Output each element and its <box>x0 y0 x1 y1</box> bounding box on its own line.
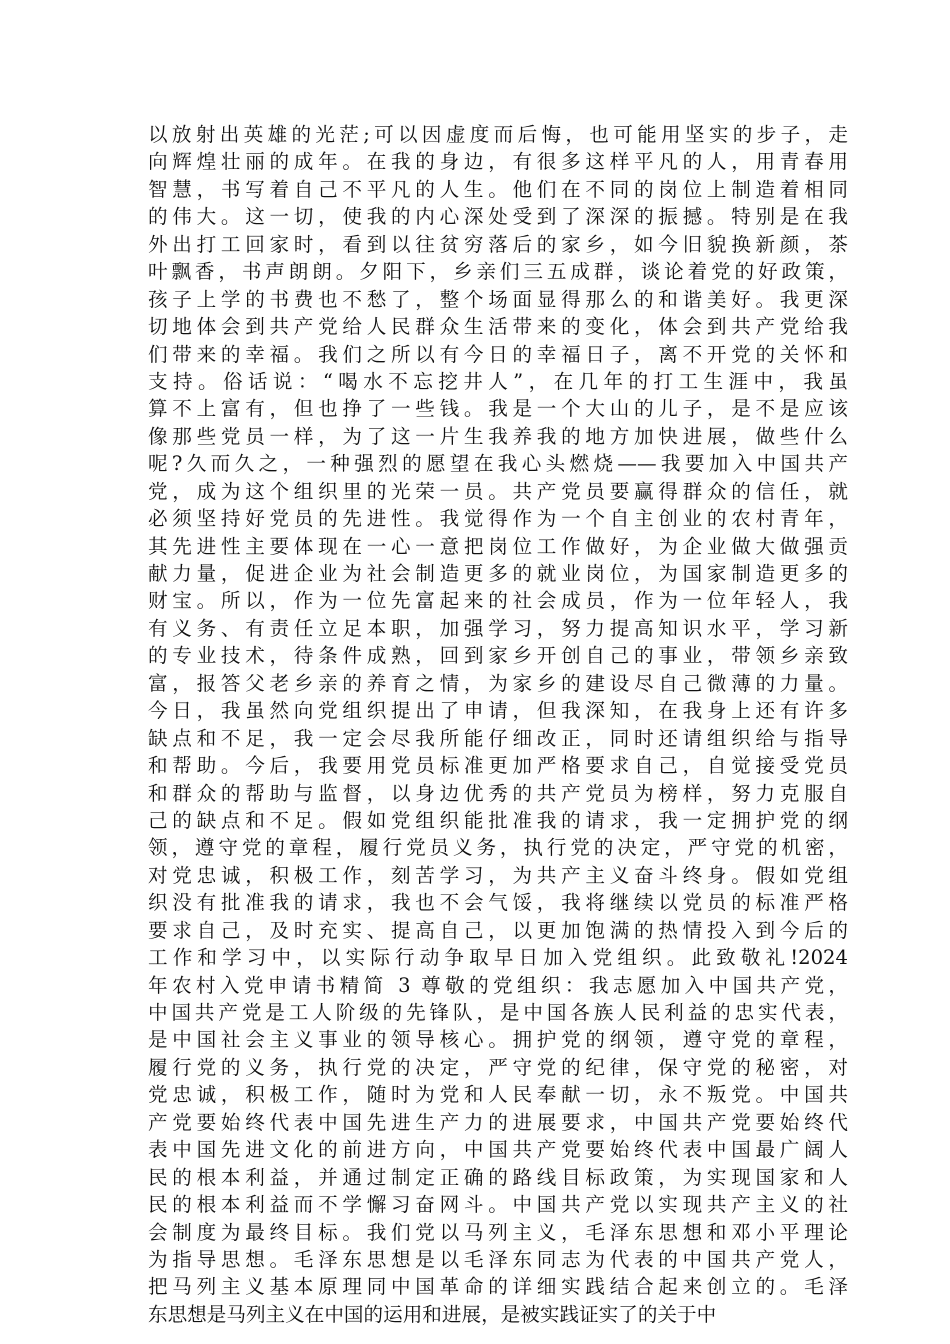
text-line: 织没有批准我的请求，我也不会气馁，我将继续以党员的标准严格 <box>148 891 848 915</box>
text-line: 年农村入党申请书精简 3 尊敬的党组织：我志愿加入中国共产党， <box>148 973 848 997</box>
text-line: 民的根本利益，并通过制定正确的路线目标政策，为实现国家和人 <box>148 1165 848 1189</box>
text-line: 领，遵守党的章程，履行党员义务，执行党的决定，严守党的机密， <box>148 836 848 860</box>
body-text <box>148 121 848 1328</box>
text-line: 党忠诚，积极工作，随时为党和人民奉献一切，永不叛党。中国共 <box>148 1083 848 1107</box>
text-line: 其先进性主要体现在一心一意把岗位工作做好，为企业做大做强贡 <box>148 534 848 558</box>
text-line: 和帮助。今后，我要用党员标准更加严格要求自己，自觉接受党员 <box>148 754 848 778</box>
text-line: 必须坚持好党员的先进性。我觉得作为一个自主创业的农村青年， <box>148 507 848 531</box>
text-line: 工作和学习中，以实际行动争取早日加入党组织。此致敬礼!2024 <box>148 946 848 970</box>
text-line: 孩子上学的书费也不愁了，整个场面显得那么的和谐美好。我更深 <box>148 287 848 311</box>
text-line: 对党忠诚，积极工作，刻苦学习，为共产主义奋斗终身。假如党组 <box>148 863 848 887</box>
text-line: 财宝。所以，作为一位先富起来的社会成员，作为一位年轻人，我 <box>148 589 848 613</box>
text-line: 智慧，书写着自己不平凡的人生。他们在不同的岗位上制造着相同 <box>148 177 848 201</box>
text-line: 富，报答父老乡亲的养育之情，为家乡的建设尽自己微薄的力量。 <box>148 671 848 695</box>
text-line: 民的根本利益而不学懈习奋网斗。中国共产党以实现共产主义的社 <box>148 1193 848 1217</box>
text-line: 为指导思想。毛泽东思想是以毛泽东同志为代表的中国共产党人， <box>148 1247 848 1271</box>
text-line: 缺点和不足，我一定会尽我所能仔细改正，同时还请组织给与指导 <box>148 726 848 750</box>
text-line: 呢?久而久之，一种强烈的愿望在我心头燃烧——我要加入中国共产 <box>148 452 848 476</box>
text-line: 向辉煌壮丽的成年。在我的身边，有很多这样平凡的人，用青春用 <box>148 150 848 174</box>
text-line: 的专业技术，待条件成熟，回到家乡开创自己的事业，带领乡亲致 <box>148 644 848 668</box>
text-line: 中国共产党是工人阶级的先锋队，是中国各族人民利益的忠实代表， <box>148 1001 848 1024</box>
text-line: 东思想是马列主义在中国的运用和进展，是被实践证实了的关于中 <box>148 1302 717 1326</box>
text-line: 以放射出英雄的光茫;可以因虚度而后悔，也可能用坚实的步子，走 <box>148 123 848 146</box>
text-line: 支持。俗话说：“喝水不忘挖井人”，在几年的打工生涯中，我虽 <box>148 369 848 393</box>
text-line: 己的缺点和不足。假如党组织能批准我的请求，我一定拥护党的纲 <box>148 808 848 832</box>
text-line: 会制度为最终目标。我们党以马列主义，毛泽东思想和邓小平理论 <box>148 1220 848 1244</box>
text-line: 和群众的帮助与监督，以身边优秀的共产党员为榜样，努力克服自 <box>148 781 848 805</box>
text-line: 们带来的幸福。我们之所以有今日的幸福日子，离不开党的关怀和 <box>148 342 848 366</box>
text-line: 像那些党员一样，为了这一片生我养我的地方加快进展，做些什么 <box>148 424 848 448</box>
text-line: 外出打工回家时，看到以往贫穷落后的家乡，如今旧貌换新颜，茶 <box>148 232 848 256</box>
text-line: 表中国先进文化的前进方向，中国共产党要始终代表中国最广阔人 <box>148 1138 848 1162</box>
text-line: 今日，我虽然向党组织提出了申请，但我深知，在我身上还有许多 <box>148 699 848 723</box>
text-line: 产党要始终代表中国先进生产力的进展要求，中国共产党要始终代 <box>148 1110 848 1134</box>
text-line: 献力量，促进企业为社会制造更多的就业岗位，为国家制造更多的 <box>148 562 848 585</box>
text-line: 党，成为这个组织里的光荣一员。共产党员要赢得群众的信任，就 <box>148 479 848 503</box>
text-line: 有义务、有责任立足本职，加强学习，努力提高知识水平，学习新 <box>148 616 848 640</box>
text-line: 是中国社会主义事业的领导核心。拥护党的纲领，遵守党的章程， <box>148 1028 848 1052</box>
text-line: 要求自己，及时充实、提高自己，以更加饱满的热情投入到今后的 <box>148 918 848 942</box>
text-line: 算不上富有，但也挣了一些钱。我是一个大山的儿子，是不是应该 <box>148 397 848 421</box>
text-line: 的伟大。这一切，使我的内心深处受到了深深的振撼。特别是在我 <box>148 205 848 229</box>
text-line: 叶飘香，书声朗朗。夕阳下，乡亲们三五成群，谈论着党的好政策， <box>148 260 848 284</box>
text-line: 切地体会到共产党给人民群众生活带来的变化，体会到共产党给我 <box>148 315 848 339</box>
text-line: 履行党的义务，执行党的决定，严守党的纪律，保守党的秘密，对 <box>148 1055 848 1079</box>
text-line: 把马列主义基本原理同中国革命的详细实践结合起来创立的。毛泽 <box>148 1275 848 1299</box>
